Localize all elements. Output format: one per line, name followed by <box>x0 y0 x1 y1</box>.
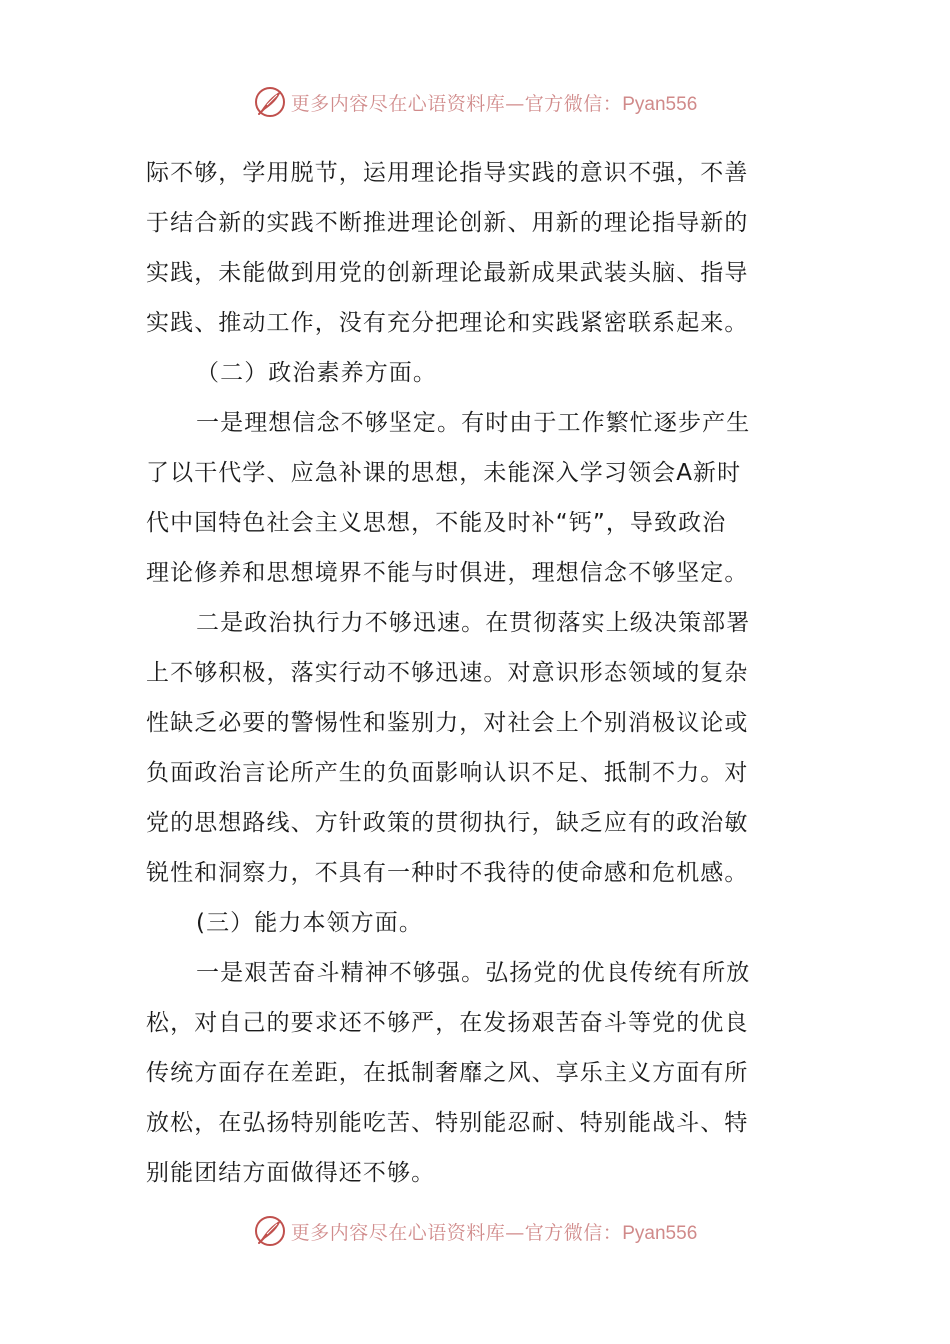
footer-watermark <box>0 1211 950 1251</box>
body-line: 负面政治言论所产生的负面影响认识不足、抵制不力。对 <box>146 760 749 786</box>
body-line: 一是理想信念不够坚定。有时由于工作繁忙逐步产生 <box>196 410 751 436</box>
body-line: 代中国特色社会主义思想，不能及时补“钙”，导致政治 <box>146 510 727 536</box>
watermark-text: 更多内容尽在心语资料库—官方微信：Pyan556 <box>290 92 698 115</box>
body-line: 党的思想路线、方针政策的贯彻执行，缺乏应有的政治敏 <box>146 810 749 836</box>
body-line: 实践、推动工作，没有充分把理论和实践紧密联系起来。 <box>146 310 749 336</box>
body-line: 放松，在弘扬特别能吃苦、特别能忍耐、特别能战斗、特 <box>146 1110 749 1136</box>
body-line: 锐性和洞察力，不具有一种时不我待的使命感和危机感。 <box>146 860 749 886</box>
section-heading: (三）能力本领方面。 <box>196 910 423 936</box>
feather-pen-logo-icon <box>253 85 287 119</box>
header-watermark <box>0 82 950 122</box>
body-line: 上不够积极，落实行动不够迅速。对意识形态领域的复杂 <box>146 660 749 686</box>
body-line: 理论修养和思想境界不能与时俱进，理想信念不够坚定。 <box>146 560 749 586</box>
body-line: 际不够，学用脱节，运用理论指导实践的意识不强，不善 <box>146 160 749 186</box>
body-line: 实践，未能做到用党的创新理论最新成果武装头脑、指导 <box>146 260 749 286</box>
body-line: 别能团结方面做得还不够。 <box>146 1160 436 1186</box>
section-heading: （二）政治素养方面。 <box>196 360 437 386</box>
body-line: 了以干代学、应急补课的思想，未能深入学习领会A新时 <box>146 460 742 486</box>
body-line: 性缺乏必要的警惕性和鉴别力，对社会上个别消极议论或 <box>146 710 749 736</box>
body-line: 于结合新的实践不断推进理论创新、用新的理论指导新的 <box>146 210 749 236</box>
body-line: 传统方面存在差距，在抵制奢靡之风、享乐主义方面有所 <box>146 1060 749 1086</box>
watermark-text: 更多内容尽在心语资料库—官方微信：Pyan556 <box>290 1221 698 1244</box>
body-line: 一是艰苦奋斗精神不够强。弘扬党的优良传统有所放 <box>196 960 751 986</box>
feather-pen-logo-icon <box>253 1214 287 1248</box>
document-body <box>146 148 806 1198</box>
body-line: 二是政治执行力不够迅速。在贯彻落实上级决策部署 <box>196 610 751 636</box>
body-line: 松，对自己的要求还不够严，在发扬艰苦奋斗等党的优良 <box>146 1010 749 1036</box>
